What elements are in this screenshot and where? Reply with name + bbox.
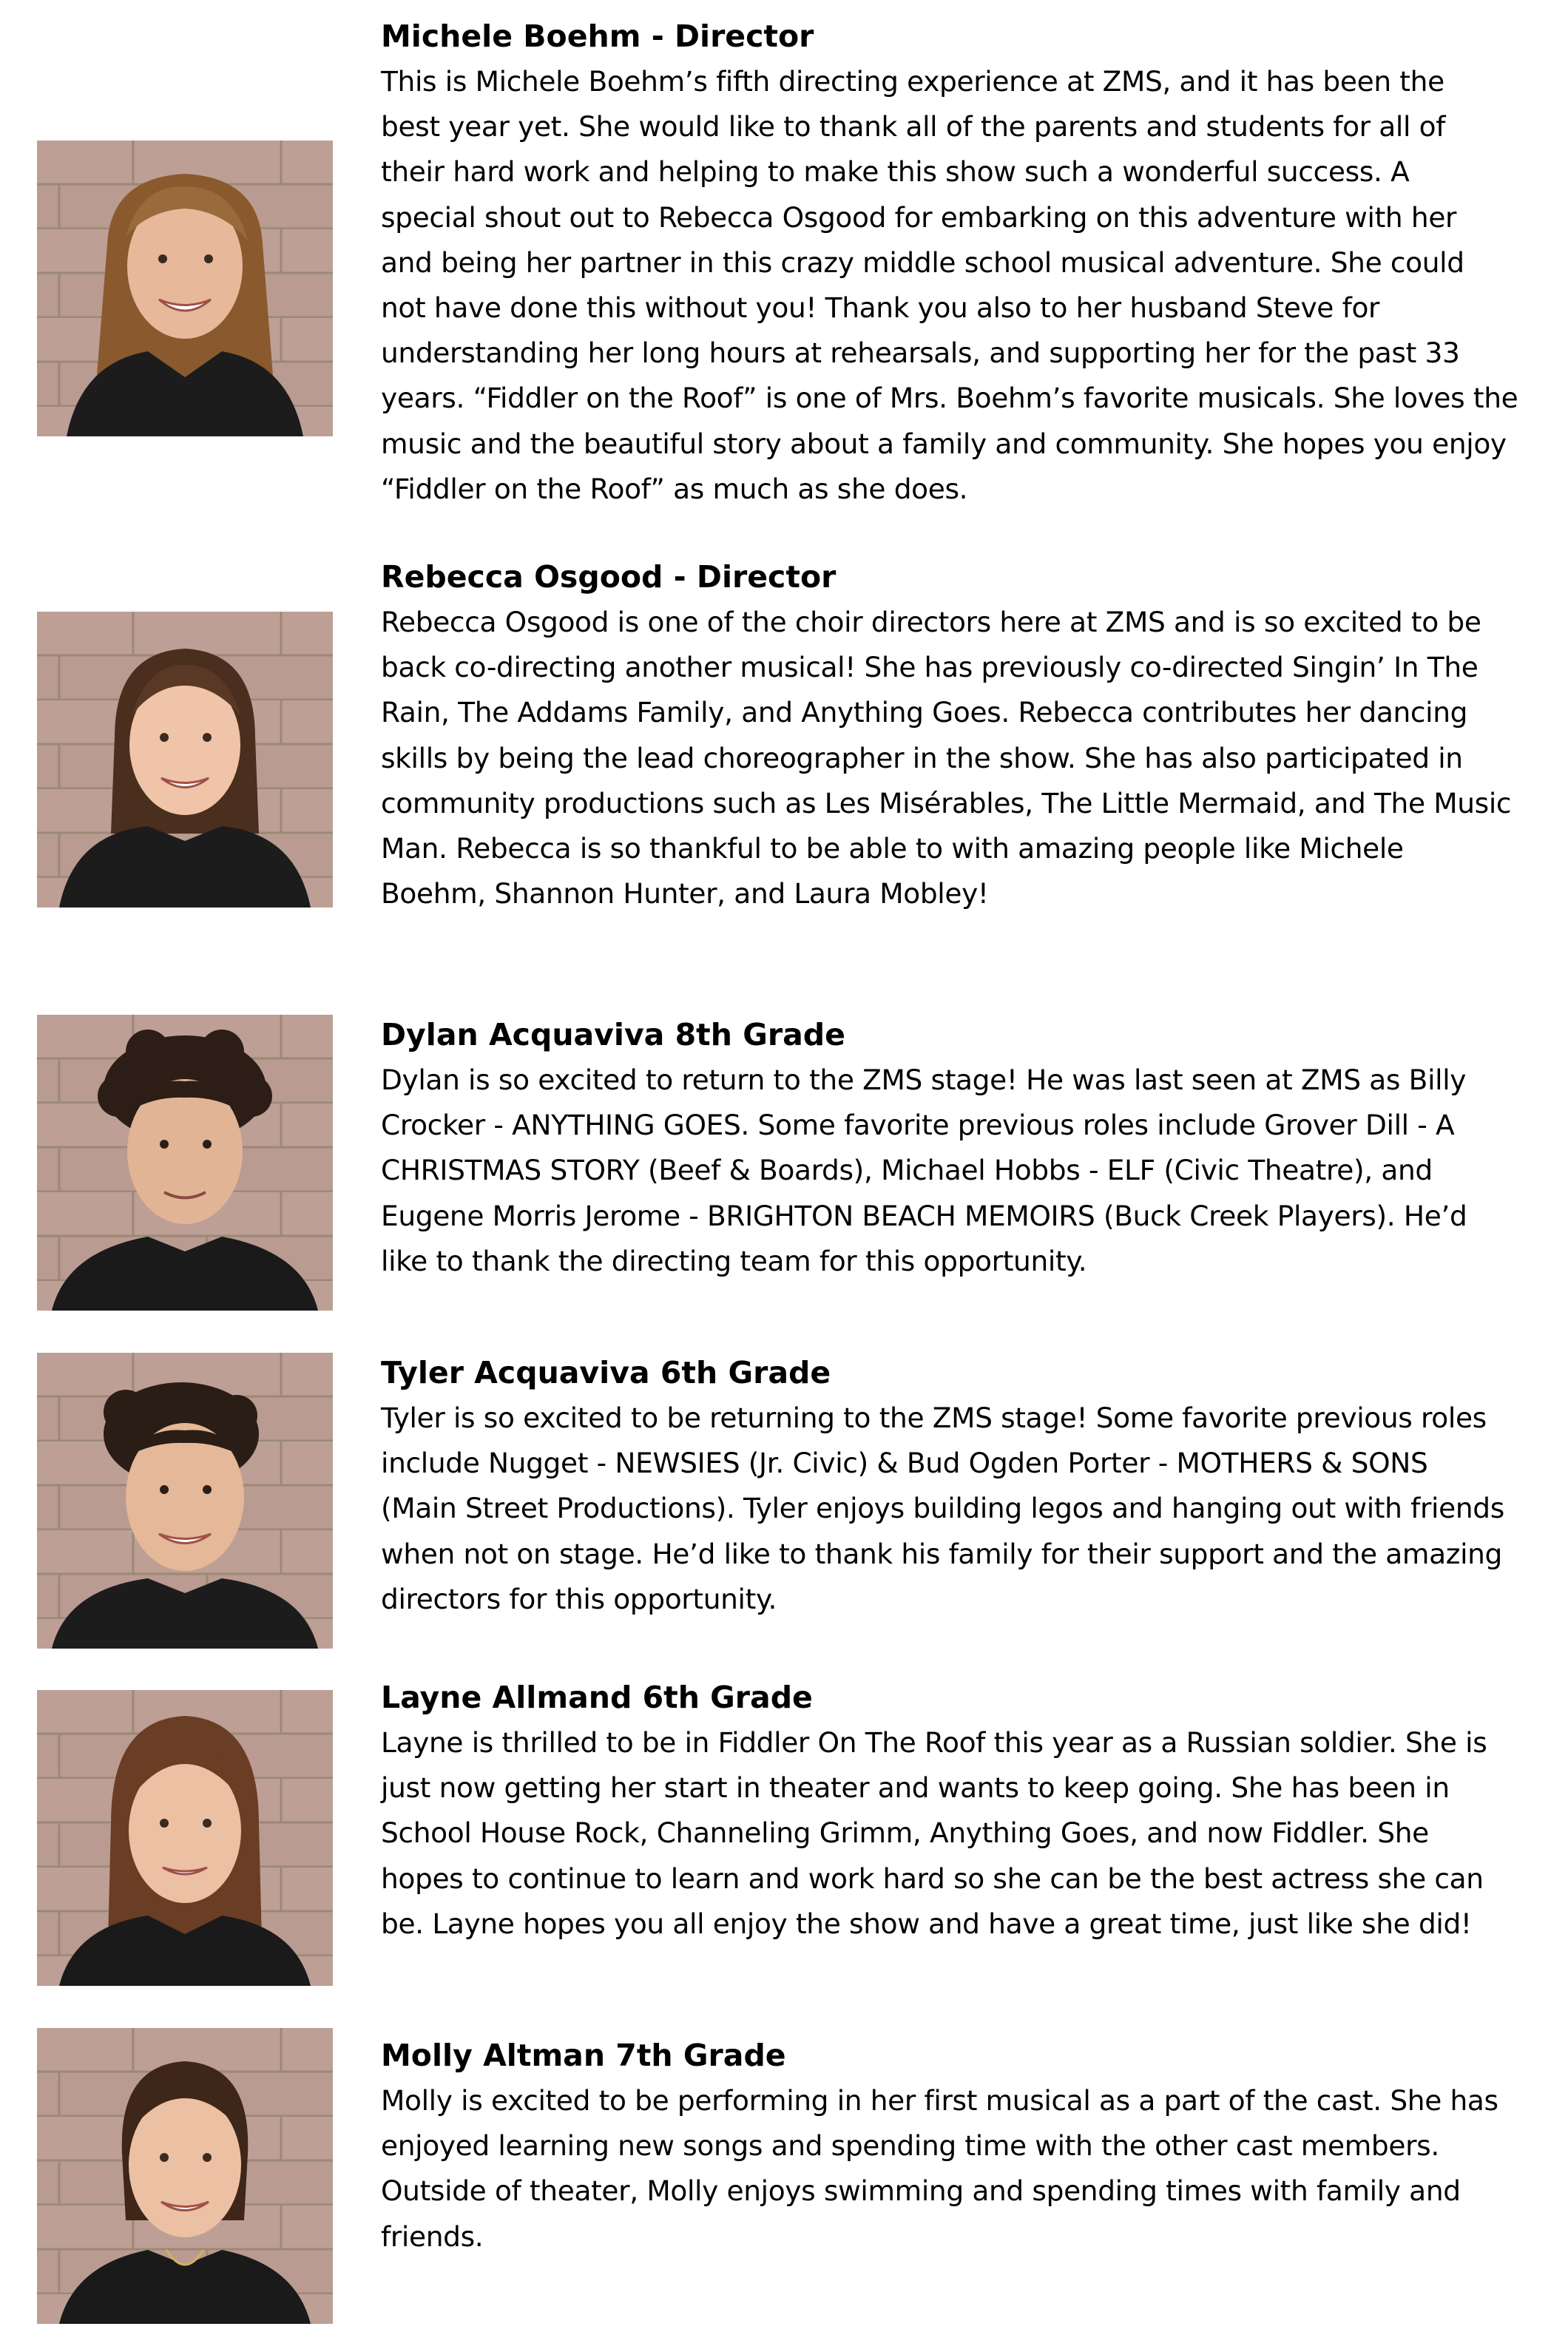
bio-description [381,2078,1550,2260]
bio-entry [381,14,1550,512]
bio-line: include Nugget - NEWSIES (Jr. Civic) & Bud Ogden Porter - MOTHERS & SONS [381,1447,1428,1480]
bio-name: Dylan Acquaviva 8th Grade [381,1017,845,1052]
portrait-michele-boehm [37,141,333,436]
bio-line: understanding her long hours at rehearsals, and supporting her for the past 33 [381,337,1460,370]
bio-line: Outside of theater, Molly enjoys swimming and spending times with family and [381,2174,1461,2208]
bio-line: back co-directing another musical! She has previously co-directed Singin’ In The [381,651,1479,684]
bio-line: not have done this without you! Thank you also to her husband Steve for [381,291,1380,325]
portrait-tyler-acquaviva [37,1353,333,1649]
bio-line: Rain, The Addams Family, and Anything Goes. Rebecca contributes her dancing [381,696,1468,729]
bio-line: “Fiddler on the Roof” as much as she does. [381,472,968,505]
bio-line: Layne is thrilled to be in Fiddler On The Roof this year as a Russian soldier. She is [381,1726,1487,1759]
bio-line: years. “Fiddler on the Roof” is one of Mrs. Boehm’s favorite musicals. She loves the [381,382,1518,415]
bio-line: This is Michele Boehm’s fifth directing experience at ZMS, and it has been the [381,65,1444,98]
bio-entry [381,1351,1550,1622]
bio-line: Boehm, Shannon Hunter, and Laura Mobley! [381,877,989,910]
bio-entry [381,1675,1550,1947]
bio-line: (Main Street Productions). Tyler enjoys building legos and hanging out with friends [381,1492,1504,1525]
bio-line: when not on stage. He’d like to thank his family for their support and the amazing [381,1537,1503,1570]
portrait-molly-altman [37,2028,333,2324]
bio-description [381,1720,1550,1947]
bio-line: community productions such as Les Misérables, The Little Mermaid, and The Music [381,786,1512,819]
bio-line: skills by being the lead choreographer in the show. She has also participated in [381,741,1463,774]
bio-line: CHRISTMAS STORY (Beef & Boards), Michael Hobbs - ELF (Civic Theatre), and [381,1154,1433,1187]
bio-line: just now getting her start in theater and wants to keep going. She has been in [381,1771,1450,1805]
bio-line: Dylan is so excited to return to the ZMS stage! He was last seen at ZMS as Billy [381,1064,1467,1096]
bio-description [381,1058,1550,1284]
bio-line: Rebecca Osgood is one of the choir directors here at ZMS and is so excited to be [381,606,1481,638]
bio-line: special shout out to Rebecca Osgood for embarking on this adventure with her [381,200,1457,234]
bio-entry [381,1013,1550,1284]
bio-name: Layne Allmand 6th Grade [381,1680,813,1715]
bio-name: Rebecca Osgood - Director [381,559,837,595]
portrait-dylan-acquaviva [37,1015,333,1311]
bio-entry [381,555,1550,916]
bio-line: friends. [381,2220,484,2253]
portrait-layne-allmand [37,1690,333,1986]
bio-line: Tyler is so excited to be returning to the ZMS stage! Some favorite previous roles [381,1402,1487,1434]
bio-name: Michele Boehm - Director [381,18,814,54]
bio-line: Man. Rebecca is so thankful to be able to with amazing people like Michele [381,832,1404,865]
bio-line: hopes to continue to learn and work hard so she can be the best actress she can [381,1862,1484,1895]
bio-line: be. Layne hopes you all enjoy the show and have a great time, just like she did! [381,1907,1472,1940]
bio-description [381,59,1550,512]
bio-line: Crocker - ANYTHING GOES. Some favorite previous roles include Grover Dill - A [381,1109,1455,1142]
bio-description [381,1396,1550,1622]
bio-line: best year yet. She would like to thank all of the parents and students for all of [381,110,1446,143]
bio-line: music and the beautiful story about a family and community. She hopes you enjoy [381,427,1507,460]
bio-line: like to thank the directing team for this opportunity. [381,1244,1087,1277]
bio-line: their hard work and helping to make this show such a wonderful success. A [381,155,1410,189]
portrait-rebecca-osgood [37,612,333,908]
bio-line: and being her partner in this crazy middle school musical adventure. She could [381,246,1464,279]
bio-name: Molly Altman 7th Grade [381,2038,786,2073]
bio-line: School House Rock, Channeling Grimm, Anything Goes, and now Fiddler. She [381,1816,1429,1850]
bio-name: Tyler Acquaviva 6th Grade [381,1355,831,1390]
bio-line: directors for this opportunity. [381,1582,777,1615]
bio-line: Eugene Morris Jerome - BRIGHTON BEACH MEMOIRS (Buck Creek Players). He’d [381,1199,1467,1232]
bio-description [381,600,1550,916]
bio-line: Molly is excited to be performing in her first musical as a part of the cast. She has [381,2084,1498,2117]
bio-entry [381,2033,1550,2260]
bio-line: enjoyed learning new songs and spending time with the other cast members. [381,2129,1439,2163]
